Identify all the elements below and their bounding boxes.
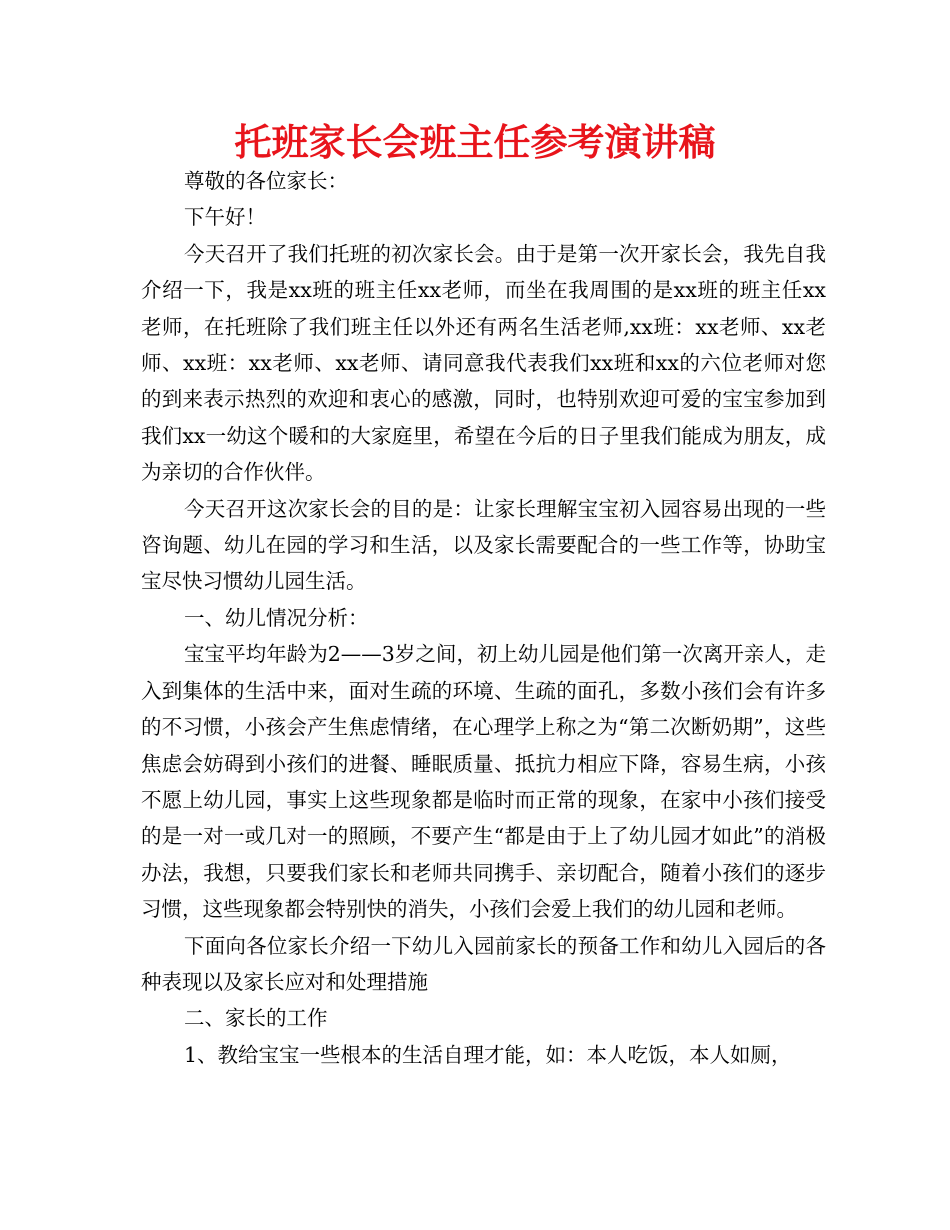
paragraph-introduction: 今天召开了我们托班的初次家长会。由于是第一次开家长会，我先自我介绍一下，我是xx班的班主任xx老师，而坐在我周围的是xx班的班主任xx老师，在托班除了我们班主任以外还有两名生活老师,xx班：xx老师、xx老师、xx班：xx老师、xx老师、请同意我代表我们xx班和xx的六位老师对您的到来表示热烈的欢迎和衷心的感激，同时，也特别欢迎可爱的宝宝参加到我们xx一幼这个暖和的大家庭里，希望在今后的日子里我们能成为朋友，成为亲切的合作伙伴。	[141, 241, 826, 485]
salutation: 尊敬的各位家长：	[184, 169, 348, 193]
greeting: 下午好！	[184, 205, 266, 230]
section-heading-1: 一、幼儿情况分析：	[184, 605, 369, 630]
section-heading-2: 二、家长的工作	[184, 1006, 328, 1031]
document-title: 托班家长会班主任参考演讲稿	[234, 121, 716, 164]
document-body	[141, 163, 826, 1073]
list-item-1: 1、教给宝宝一些根本的生活自理才能，如：本人吃饭，本人如厕，	[184, 1042, 792, 1067]
paragraph-analysis: 宝宝平均年龄为2——3岁之间，初上幼儿园是他们第一次离开亲人，走入到集体的生活中来，面对生疏的环境、生疏的面孔，多数小孩们会有许多的不习惯，小孩会产生焦虑情绪，在心理学上称之为“第二次断奶期”，这些焦虑会妨碍到小孩们的进餐、睡眠质量、抵抗力相应下降，容易生病，小孩不愿上幼儿园，事实上这些现象都是临时而正常的现象，在家中小孩们接受的是一对一或几对一的照顾，不要产生“都是由于上了幼儿园才如此”的消极办法，我想，只要我们家长和老师共同携手、亲切配合，随着小孩们的逐步习惯，这些现象都会特别快的消失，小孩们会爱上我们的幼儿园和老师。	[141, 642, 826, 922]
paragraph-transition: 下面向各位家长介绍一下幼儿入园前家长的预备工作和幼儿入园后的各种表现以及家长应对和处理措施	[141, 933, 826, 994]
paragraph-purpose: 今天召开这次家长会的目的是：让家长理解宝宝初入园容易出现的一些咨询题、幼儿在园的学习和生活，以及家长需要配合的一些工作等，协助宝宝尽快习惯幼儿园生活。	[141, 496, 826, 594]
